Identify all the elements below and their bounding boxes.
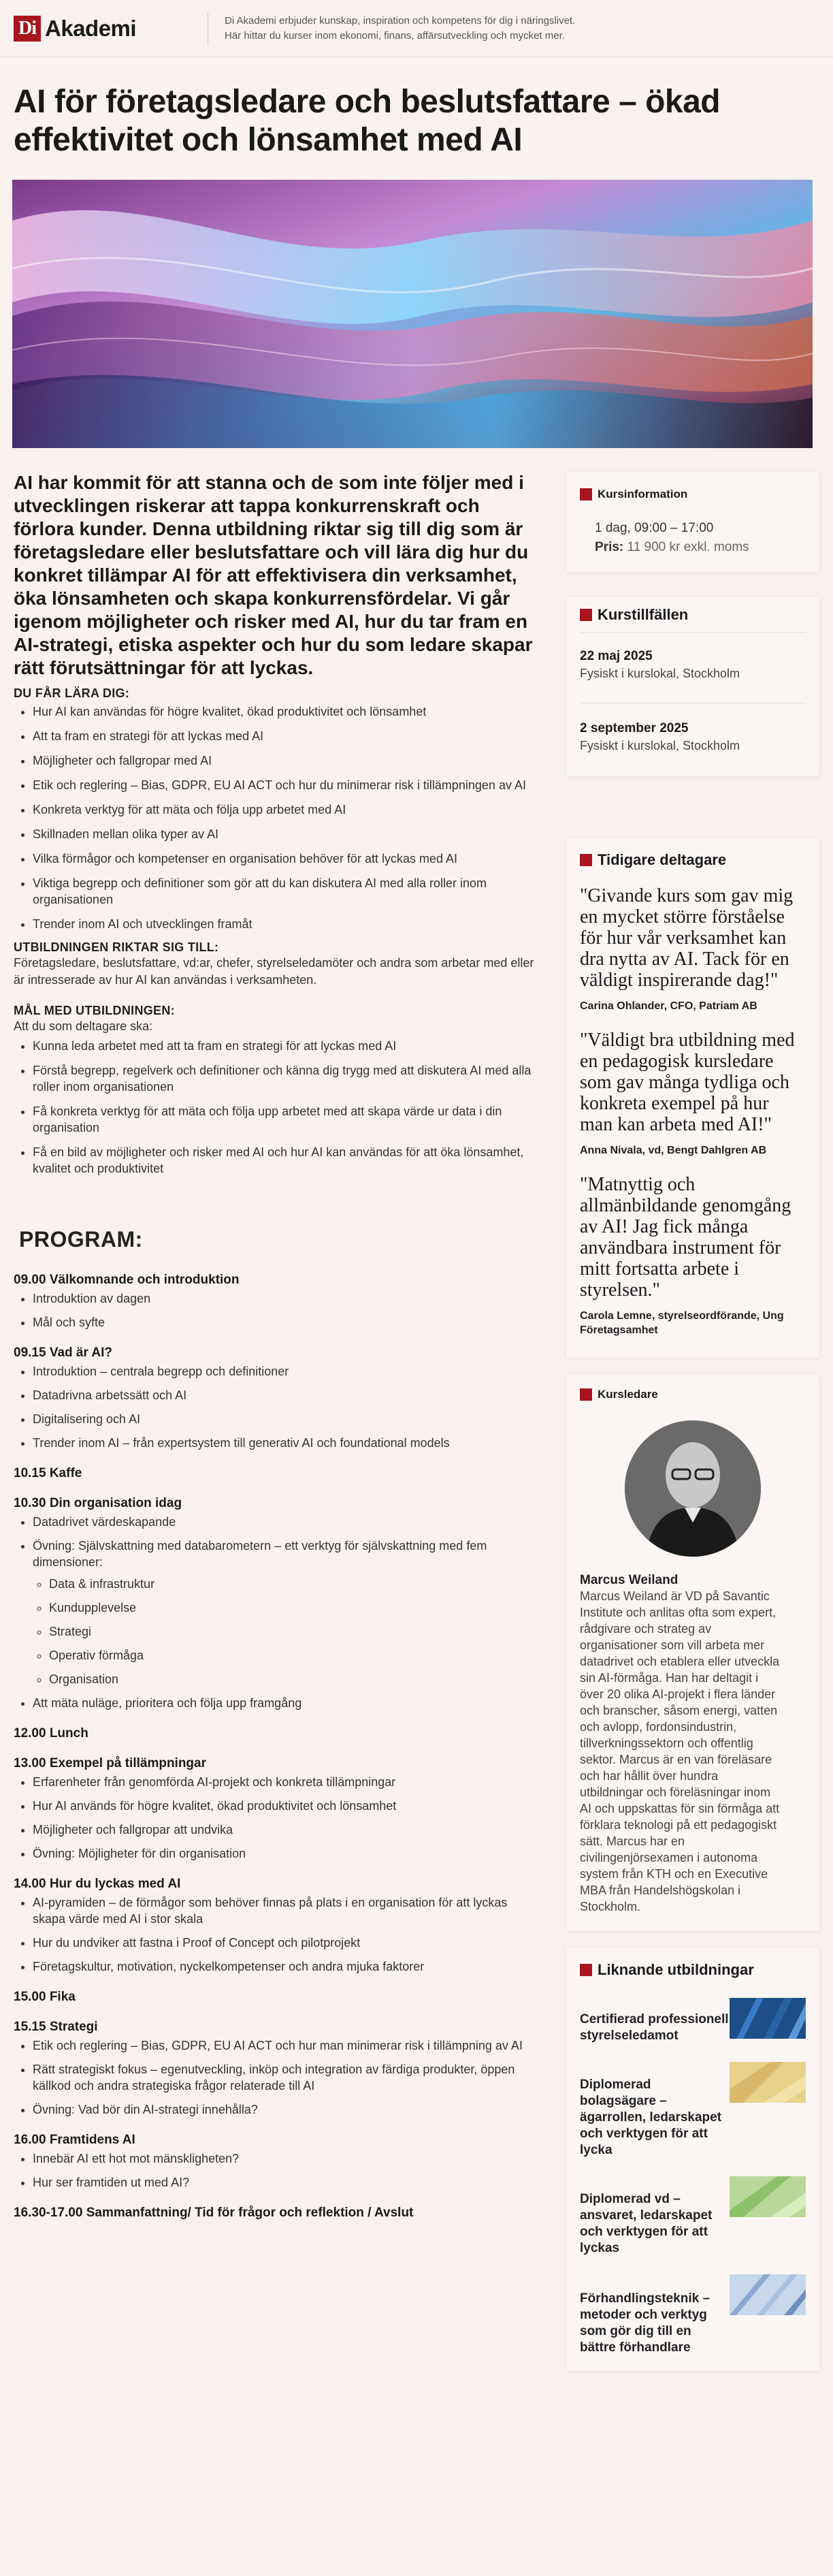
list-item: • Mål och syfte [33,1314,538,1331]
list-item: • Hur ser framtiden ut med AI? [33,2174,538,2191]
testimonial-quote: "Väldigt bra utbildning med en pedagogisk kursledare som gav många tydliga och konkreta exempel på hur man kan arbeta med AI!" [580,1030,795,1135]
list-item: • Hur du undviker att fastna i Proof of Concept och pilotprojekt [33,1935,538,1951]
list-item: • Möjligheter och fallgropar att undvika [33,1822,538,1838]
card-heading [580,1388,819,1401]
list-item [33,1538,538,1687]
red-square-icon [580,488,592,500]
testimonials-card [566,838,819,1358]
program-slot-1600: 16.00 Framtidens AI [14,2133,135,2147]
red-square-icon [580,1388,592,1401]
occasion-place: Fysiskt i kurslokal, Stockholm [580,667,740,680]
list-item: • Hur AI används för högre kvalitet, ökad produktivitet och lönsamhet [33,1798,538,1814]
price-label: Pris: [595,540,624,554]
tagline-line-1: Di Akademi erbjuder kunskap, inspiration och kompetens för dig i näringslivet. [225,14,576,27]
testimonial [580,1030,806,1158]
list-item: • Förstå begrepp, regelverk och definitioner och känna dig trygg med att diskutera AI med alla roller inom organisationen [33,1062,538,1095]
price-value: 11 900 kr exkl. moms [627,540,749,554]
list-item: • Digitalisering och AI [33,1411,538,1427]
occasions-card [566,597,819,776]
list-item: • Få konkreta verktyg för att mäta och följa upp arbetet med att skapa värde ur data i din organisation [33,1103,538,1136]
card-heading [580,851,806,869]
goals-heading: MÅL MED UTBILDNINGEN: [14,1004,175,1017]
program-slot-0915: 09.15 Vad är AI? [14,1346,113,1360]
occasion-item[interactable] [580,721,806,753]
similar-course-item[interactable] [580,1998,806,2044]
list-item: • Företagskultur, motivation, nyckelkompetenser och andra mjuka faktorer [33,1958,538,1975]
goals-list [33,1038,538,1177]
intro-text: AI har kommit för att stanna och de som inte följer med i utvecklingen riskerar att tappa konkurrenskraft och förlora kunder. Denna utbildning riktar sig till dig som är företagsledare eller beslutsfattare och vill lära dig hur du konkret tillämpar AI för att effektivisera din verksamhet, öka lönsamheten och skapa konkurrensfördelar. Vi går igenom möjligheter och risker med AI, hur du tar fram en AI-strategi, etiska aspekter och hur du som ledare skapar rätt förutsättningar för att lyckas. [14,472,533,678]
course-info-card [566,471,819,572]
hero-image [12,180,813,448]
divider [580,632,806,633]
list-item: ◦ Kundupplevelse [49,1600,538,1616]
teacher-name: Marcus Weiland [580,1573,679,1587]
list-item: • Etik och reglering – Bias, GDPR, EU AI ACT och hur du minimerar risk i tillämpningen av AI [33,777,538,793]
occasion-item[interactable] [580,649,806,681]
list-item: • Kunna leda arbetet med att ta fram en strategi för att lyckas med AI [33,1038,538,1054]
testimonial-author: Carina Ohlander, CFO, Patriam AB [580,1000,757,1012]
occasion-place: Fysiskt i kurslokal, Stockholm [580,739,740,752]
testimonial-author: Anna Nivala, vd, Bengt Dahlgren AB [580,1145,767,1156]
similar-heading: Liknande utbildningar [598,1961,754,1978]
program-slot-1030: 10.30 Din organisation idag [14,1496,182,1510]
similar-courses-card [566,1947,819,2371]
exercise-text: Övning: Självskattning med databarometern – ett verktyg för självskattning med fem dimensioner: [33,1539,487,1569]
occasion-date: 2 september 2025 [580,721,689,735]
program-slot-0900: 09.00 Välkomnande och introduktion [14,1273,240,1287]
list-item: • Att ta fram en strategi för att lyckas med AI [33,728,538,744]
list-item: • Övning: Möjligheter för din organisation [33,1845,538,1862]
list-item: • Innebär AI ett hot mot mänskligheten? [33,2150,538,2167]
similar-course-item[interactable] [580,2274,806,2356]
slot-list [33,2150,538,2191]
slot-list [33,1514,538,1711]
di-akademi-logo[interactable] [14,16,194,42]
list-item: ◦ Data & infrastruktur [49,1576,538,1592]
slot-list [33,1290,538,1331]
similar-course-link[interactable]: Diplomerad bolagsägare – ägarrollen, ledarskapet och verktygen för att lycka [580,2078,722,2157]
tagline-line-2: Här hittar du kurser inom ekonomi, finans, affärsutveckling och mycket mer. [225,29,565,42]
list-item: ◦ Strategi [49,1623,538,1640]
list-item: • Etik och reglering – Bias, GDPR, EU AI ACT och hur man minimerar risk i tillämpning av AI [33,2037,538,2054]
list-item: • Datadrivna arbetssätt och AI [33,1387,538,1403]
list-item: • Rätt strategiskt fokus – egenutveckling, inköp och integration av färdiga produkter, öppen källkod och andra strategiska frågor relaterade till AI [33,2061,538,2094]
testimonial-author: Carola Lemne, styrelseordförande, Ung Företagsamhet [580,1310,784,1336]
list-item: • Att mäta nuläge, prioritera och följa upp framgång [33,1695,538,1711]
sidebar [566,471,819,2396]
program-slot-1515: 15.15 Strategi [14,2020,98,2034]
list-item: • Vilka förmågor och kompetenser en organisation behöver för att lyckas med AI [33,850,538,867]
program-slot-1015: 10.15 Kaffe [14,1466,82,1480]
target-text: Företagsledare, beslutsfattare, vd:ar, chefer, styrelseledamöter och andra som arbetar med eller är intresserade av hur AI kan användas i verksamheten. [14,956,534,987]
list-item: • Övning: Vad bör din AI-strategi innehålla? [33,2101,538,2118]
learn-heading: DU FÅR LÄRA DIG: [14,686,130,700]
testimonial [580,1174,806,1337]
slot-list [33,1363,538,1451]
list-item: • Datadrivet värdeskapande [33,1514,538,1530]
target-heading: UTBILDNINGEN RIKTAR SIG TILL: [14,940,219,954]
similar-course-link[interactable]: Certifierad professionell styrelseledamot [580,2012,729,2043]
main-content [14,471,538,2396]
list-item: • Introduktion – centrala begrepp och definitioner [33,1363,538,1380]
list-item: • Möjligheter och fallgropar med AI [33,752,538,769]
card-heading [580,606,806,624]
list-item: • Få en bild av möjligheter och risker med AI och hur AI kan användas för att öka lönsamhet, kvalitet och produktivitet [33,1144,538,1177]
card-heading [580,488,806,501]
course-price [595,538,806,557]
site-header [0,0,833,57]
course-thumbnail [730,1998,806,2039]
list-item: • Konkreta verktyg för att mäta och följa upp arbetet med AI [33,801,538,818]
program-slot-1300: 13.00 Exempel på tillämpningar [14,1756,206,1770]
course-thumbnail [730,2062,806,2103]
teacher-heading: Kursledare [598,1388,658,1401]
dimensions-list [49,1576,538,1687]
page-title: AI för företagsledare och beslutsfattare – ökad effektivitet och lönsamhet med AI [14,84,721,158]
testimonial-quote: "Givande kurs som gav mig en mycket större förståelse för hur vår verksamhet kan dra nytta av AI. Tack för en väldigt inspirerande dag!" [580,885,794,991]
similar-course-link[interactable]: Förhandlingsteknik – metoder och verktyg som gör dig till en bättre förhandlare [580,2291,710,2355]
course-thumbnail [730,2176,806,2217]
learn-list [33,703,538,932]
testimonial [580,885,806,1013]
testimonials-heading: Tidigare deltagare [598,851,727,868]
avatar [625,1420,761,1557]
list-item: • Viktiga begrepp och definitioner som gör att du kan diskutera AI med alla roller inom organisationen [33,875,538,908]
red-square-icon [580,609,592,621]
similar-course-link[interactable]: Diplomerad vd – ansvaret, ledarskapet och verktygen för att lyckas [580,2192,713,2255]
list-item: • Trender inom AI och utvecklingen framåt [33,916,538,932]
program-slot-1400: 14.00 Hur du lyckas med AI [14,1877,181,1891]
program-slot-1200: 12.00 Lunch [14,1726,88,1740]
goals-intro: Att du som deltagare ska: [14,1019,153,1033]
slot-list [33,1774,538,1862]
course-duration: 1 dag, 09:00 – 17:00 [595,521,714,535]
testimonial-quote: "Matnyttig och allmänbildande genomgång av AI! Jag fick många användbara instrument för mitt fortsatta arbete i styrelsen." [580,1174,791,1301]
card-heading [580,1961,806,1979]
list-item: • Erfarenheter från genomförda AI-projekt och konkreta tillämpningar [33,1774,538,1790]
list-item: • AI-pyramiden – de förmågor som behöver finnas på plats i en organisation för att lyckas skapa värde med AI i stor skala [33,1894,538,1927]
occasions-heading: Kurstillfällen [598,606,689,623]
list-item: • Introduktion av dagen [33,1290,538,1307]
list-item: • Skillnaden mellan olika typer av AI [33,826,538,842]
program-slot-1630: 16.30-17.00 Sammanfattning/ Tid för frågor och reflektion / Avslut [14,2206,414,2220]
teacher-card [566,1374,819,1931]
site-tagline [208,12,575,45]
teacher-bio: Marcus Weiland är VD på Savantic Institute och anlitas ofta som expert, rådgivare och strateg av organisationer som vill arbeta mer datadrivet och etablera eller utveckla sin AI-förmåga. Han har deltagit i över 20 olika AI-projekt i flera länder och branscher, såsom energi, vatten och avlopp, fordonsindustrin, tillverkningssektorn och offentlig sektor. Marcus är en van föreläsare och har hållit över hundra utbildningar och föreläsningar inom AI och uppskattas för sin förmåga att förklara teknologi på ett pedagogiskt sätt. Marcus har en civilingenjörsexamen i autonoma system från KTH och en Executive MBA från Handelshögskolan i Stockholm. [580,1589,780,1913]
logo-text: Akademi [45,15,137,41]
occasion-date: 22 maj 2025 [580,649,653,663]
slot-list [33,2037,538,2118]
course-thumbnail [730,2274,806,2315]
red-square-icon [580,1964,592,1976]
list-item: ◦ Organisation [49,1671,538,1687]
similar-course-item[interactable] [580,2062,806,2159]
slot-list [33,1894,538,1975]
list-item: ◦ Operativ förmåga [49,1647,538,1664]
course-info-heading: Kursinformation [598,488,688,500]
program-title: PROGRAM: [19,1227,143,1252]
program-slot-1500: 15.00 Fika [14,1990,76,2004]
list-item: • Hur AI kan användas för högre kvalitet, ökad produktivitet och lönsamhet [33,703,538,720]
logo-mark: Di [14,16,41,42]
list-item: • Trender inom AI – från expertsystem till generativ AI och foundational models [33,1435,538,1451]
red-square-icon [580,854,592,866]
similar-course-item[interactable] [580,2176,806,2257]
